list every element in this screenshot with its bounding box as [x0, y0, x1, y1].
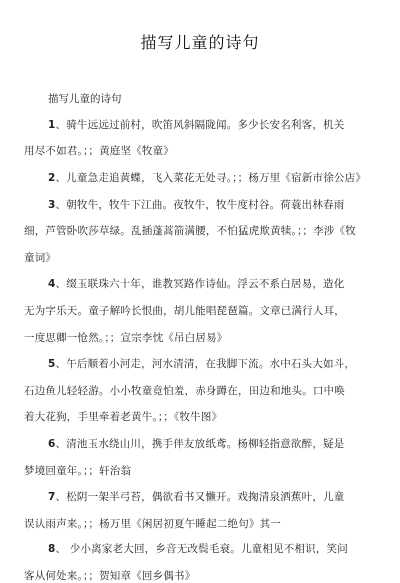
poem-number: 7: [48, 491, 56, 503]
poem-line-continuation: [24, 383, 345, 398]
poem-text: 无为字乐天。童子解吟长恨曲，胡儿能唱琵琶篇。文章已满行人耳，: [24, 305, 345, 317]
poem-line-continuation: [24, 223, 356, 238]
page-title: 描写儿童的诗句: [140, 33, 260, 52]
poem-text: 梦境回童年。；；轩治翁: [24, 465, 132, 477]
poem-text: 、缀玉联珠六十年，谁教冥路作诗仙。浮云不系白居易，造化: [55, 278, 345, 290]
poem-text: 、朝牧牛，牧牛下江曲。夜牧牛，牧牛度村谷。荷蓑出林春雨: [55, 199, 345, 211]
poem-number: 8: [48, 543, 56, 555]
poem-text: 、午后顺着小河走，河水清清，在我脚下流。水中石头大如斗，: [55, 358, 356, 370]
poem-line-start: [48, 489, 344, 504]
poem-number: 5: [48, 358, 56, 370]
poem-text: 童词》: [24, 252, 57, 264]
poem-line-start: [48, 117, 344, 132]
poem-line-start: [48, 356, 355, 371]
poem-number: 6: [48, 438, 56, 450]
poem-line-start: [48, 170, 366, 185]
poem-number: 3: [48, 199, 56, 211]
poem-text: 、松阴一架半弓苔，偶欲看书又懒开。戏掬清泉洒蕉叶，儿童: [55, 491, 345, 503]
poem-text: 用尽不如君。；；黄庭坚《牧童》: [24, 145, 174, 157]
poem-text: 误认雨声来。；；杨万里《闲居初夏午睡起二绝句》其一: [24, 518, 281, 530]
poem-line-continuation: [24, 463, 131, 478]
poem-line-continuation: [24, 303, 345, 318]
poem-number: 2: [48, 172, 56, 184]
poem-line-start: [48, 436, 344, 451]
poem-text: 、骑牛远远过前村，吹笛风斜隔陇闻。多少长安名利客，机关: [55, 119, 345, 131]
poem-text: 细，芦管卧吹莎草绿。乱插蓬蒿箭满腰，不怕猛虎欺黄犊。；；李涉《牧: [24, 225, 356, 237]
poem-text: 一度思卿一怆然。；；宣宗李忱《吊白居易》: [24, 332, 228, 344]
poem-number: 4: [48, 278, 56, 290]
poem-line-continuation: [24, 250, 56, 265]
poem-text: 客从何处来。；；贺知章《回乡偶书》: [24, 570, 196, 582]
poem-line-start: [48, 276, 344, 291]
section-heading: 描写儿童的诗句: [48, 93, 122, 105]
poem-line-continuation: [24, 568, 195, 583]
poem-line-continuation: [24, 143, 174, 158]
poem-text: 石边鱼儿轻轻游。小小牧童竟怕羞，赤身蹲在，田边和地头。口中唤: [24, 385, 345, 397]
poem-line-continuation: [24, 516, 281, 531]
poem-line-start: [48, 541, 348, 556]
poem-text: 、儿童急走追黄蝶，飞入菜花无处寻。；；杨万里《宿新市徐公店》: [55, 172, 367, 184]
poem-text: 、 少小离家老大回，乡音无改鬓毛衰。儿童相见不相识，笑问: [55, 543, 348, 555]
poem-line-continuation: [24, 330, 228, 345]
poem-text: 着大花狗，手里牵着老黄牛。；；《牧牛图》: [24, 411, 223, 423]
poem-line-continuation: [24, 409, 222, 424]
poem-line-start: [48, 197, 344, 212]
poem-text: 、清池玉水绕山川，携手伴友放纸鸢。杨柳轻指意欲醉，疑是: [55, 438, 345, 450]
poem-number: 1: [48, 119, 56, 131]
